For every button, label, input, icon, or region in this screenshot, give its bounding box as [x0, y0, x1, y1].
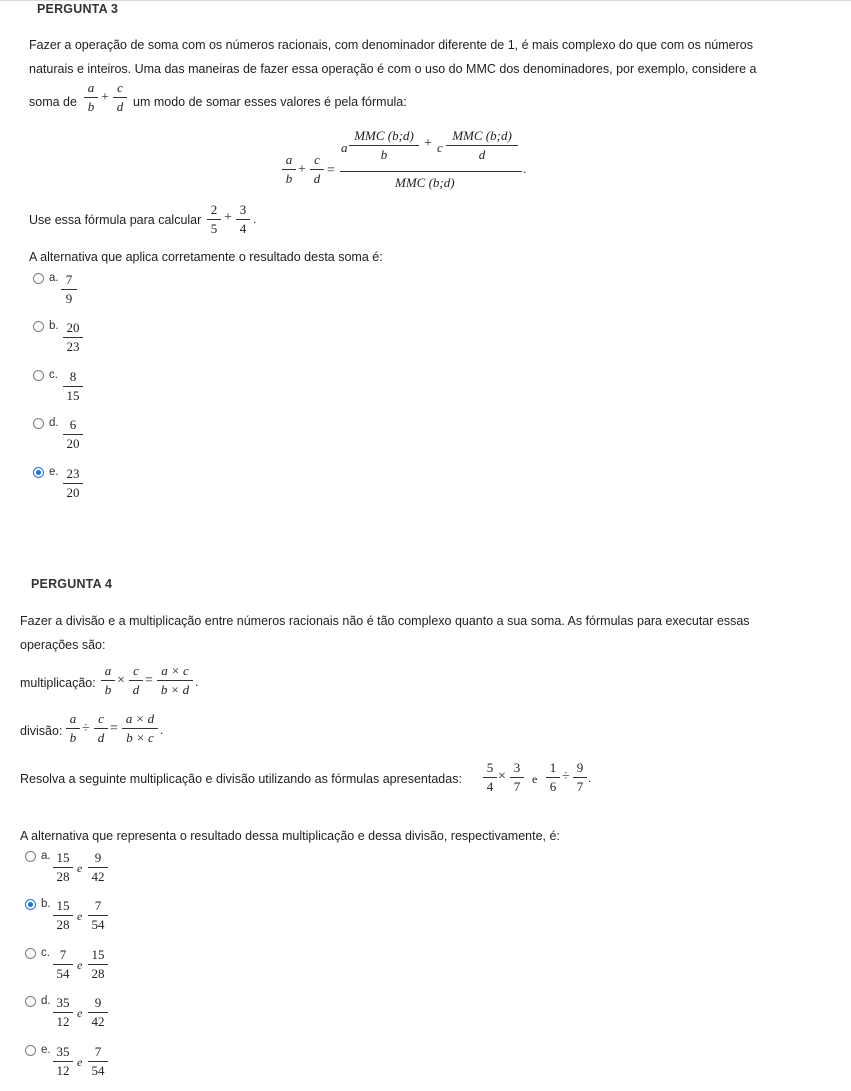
plus-sign: +	[298, 162, 306, 177]
option-fraction-2: 7 54	[88, 898, 108, 933]
period: .	[523, 162, 527, 176]
plus-sign: +	[224, 210, 232, 225]
option-fraction-2: 9 42	[88, 995, 108, 1030]
option-fraction: 23 20	[63, 466, 83, 501]
radio-button[interactable]	[33, 273, 44, 284]
option-letter: c.	[49, 369, 58, 381]
period: .	[253, 212, 257, 226]
connector-e: e	[77, 861, 83, 875]
question-title: PERGUNTA 3	[37, 2, 119, 16]
connector-e: e	[77, 1006, 83, 1020]
fraction-a-b: a b	[282, 152, 296, 187]
fraction-c-d: c d	[310, 152, 324, 187]
equals-sign: =	[327, 163, 335, 178]
option-fraction-1: 35 12	[53, 995, 73, 1030]
division-label: divisão:	[20, 724, 63, 738]
formula-c: c	[437, 140, 443, 155]
option-letter: d.	[41, 995, 51, 1007]
radio-button[interactable]	[25, 996, 36, 1007]
fraction-c-d: c d	[94, 711, 108, 746]
equals-sign: =	[145, 673, 153, 688]
period: .	[195, 675, 199, 689]
equals-sign: =	[110, 721, 118, 736]
times-sign: ×	[498, 769, 506, 784]
formula-a: a	[341, 140, 348, 155]
fraction-2-5: 2 5	[207, 202, 221, 237]
option-letter: a.	[49, 272, 59, 284]
times-sign: ×	[117, 673, 125, 688]
radio-button[interactable]	[33, 370, 44, 381]
option-fraction-1: 15 28	[53, 850, 73, 885]
fraction-mmc-d: MMC (b;d) d	[446, 128, 518, 163]
radio-button-selected[interactable]	[33, 467, 44, 478]
connector-e: e	[77, 958, 83, 972]
option-letter: a.	[41, 850, 51, 862]
connector-e: e	[77, 1055, 83, 1069]
plus-sign: +	[424, 136, 432, 151]
fraction-3-7: 3 7	[510, 760, 524, 795]
use-formula-text: Use essa fórmula para calcular	[29, 213, 202, 227]
option-fraction: 8 15	[63, 369, 83, 404]
option-fraction: 20 23	[63, 320, 83, 355]
radio-button[interactable]	[33, 418, 44, 429]
main-fraction-bar	[340, 171, 522, 172]
connector-e: e	[77, 909, 83, 923]
question-prompt: A alternativa que aplica corretamente o resultado desta soma é:	[29, 250, 383, 264]
question-title: PERGUNTA 4	[31, 577, 113, 591]
fraction-a-b: a b	[66, 711, 80, 746]
option-fraction-1: 35 12	[53, 1044, 73, 1079]
question-text-line: operações são:	[20, 638, 106, 652]
fraction-a-b: a b	[101, 663, 115, 698]
fraction-result: a × d b × c	[122, 711, 158, 746]
radio-button[interactable]	[33, 321, 44, 332]
option-fraction-2: 7 54	[88, 1044, 108, 1079]
main-denominator: MMC (b;d)	[395, 175, 455, 190]
question-text-line: Fazer a operação de soma com os números racionais, com denominador diferente de 1, é mais complexo do que com os números	[29, 38, 753, 52]
plus-sign: +	[101, 90, 109, 105]
option-fraction-2: 9 42	[88, 850, 108, 885]
option-letter: b.	[49, 320, 59, 332]
radio-button[interactable]	[25, 851, 36, 862]
divide-sign: ÷	[562, 769, 570, 784]
fraction-3-4: 3 4	[236, 202, 250, 237]
top-divider	[0, 0, 851, 1]
fraction-result: a × c b × d	[157, 663, 193, 698]
option-letter: c.	[41, 947, 50, 959]
question-text-line: Fazer a divisão e a multiplicação entre números racionais não é tão complexo quanto a sua soma. As fórmulas para executar essas	[20, 614, 750, 628]
soma-prefix: soma de	[29, 95, 77, 109]
soma-suffix: um modo de somar esses valores é pela fórmula:	[133, 95, 407, 109]
divide-sign: ÷	[82, 721, 90, 736]
option-fraction: 7 9	[61, 272, 77, 307]
fraction-c-d: c d	[129, 663, 143, 698]
fraction-1-6: 1 6	[546, 760, 560, 795]
fraction-a-b: a b	[84, 80, 98, 115]
option-letter: d.	[49, 417, 59, 429]
option-letter: e.	[41, 1044, 51, 1056]
connector-e: e	[532, 772, 538, 786]
radio-button[interactable]	[25, 1045, 36, 1056]
question-prompt: A alternativa que representa o resultado dessa multiplicação e dessa divisão, respectivamente, é:	[20, 829, 560, 843]
radio-button[interactable]	[25, 948, 36, 959]
option-fraction: 6 20	[63, 417, 83, 452]
fraction-mmc-b: MMC (b;d) b	[349, 128, 419, 163]
option-fraction-2: 15 28	[88, 947, 108, 982]
resolve-text: Resolva a seguinte multiplicação e divisão utilizando as fórmulas apresentadas:	[20, 772, 462, 786]
fraction-c-d: c d	[113, 80, 127, 115]
option-letter: b.	[41, 898, 51, 910]
period: .	[588, 771, 592, 785]
option-fraction-1: 7 54	[53, 947, 73, 982]
question-text-line: naturais e inteiros. Uma das maneiras de fazer essa operação é com o uso do MMC dos denominadores, por exemplo, considere a	[29, 62, 757, 76]
fraction-9-7: 9 7	[573, 760, 587, 795]
option-fraction-1: 15 28	[53, 898, 73, 933]
multiplication-label: multiplicação:	[20, 676, 96, 690]
radio-button-selected[interactable]	[25, 899, 36, 910]
period: .	[160, 723, 164, 737]
option-letter: e.	[49, 466, 59, 478]
fraction-5-4: 5 4	[483, 760, 497, 795]
